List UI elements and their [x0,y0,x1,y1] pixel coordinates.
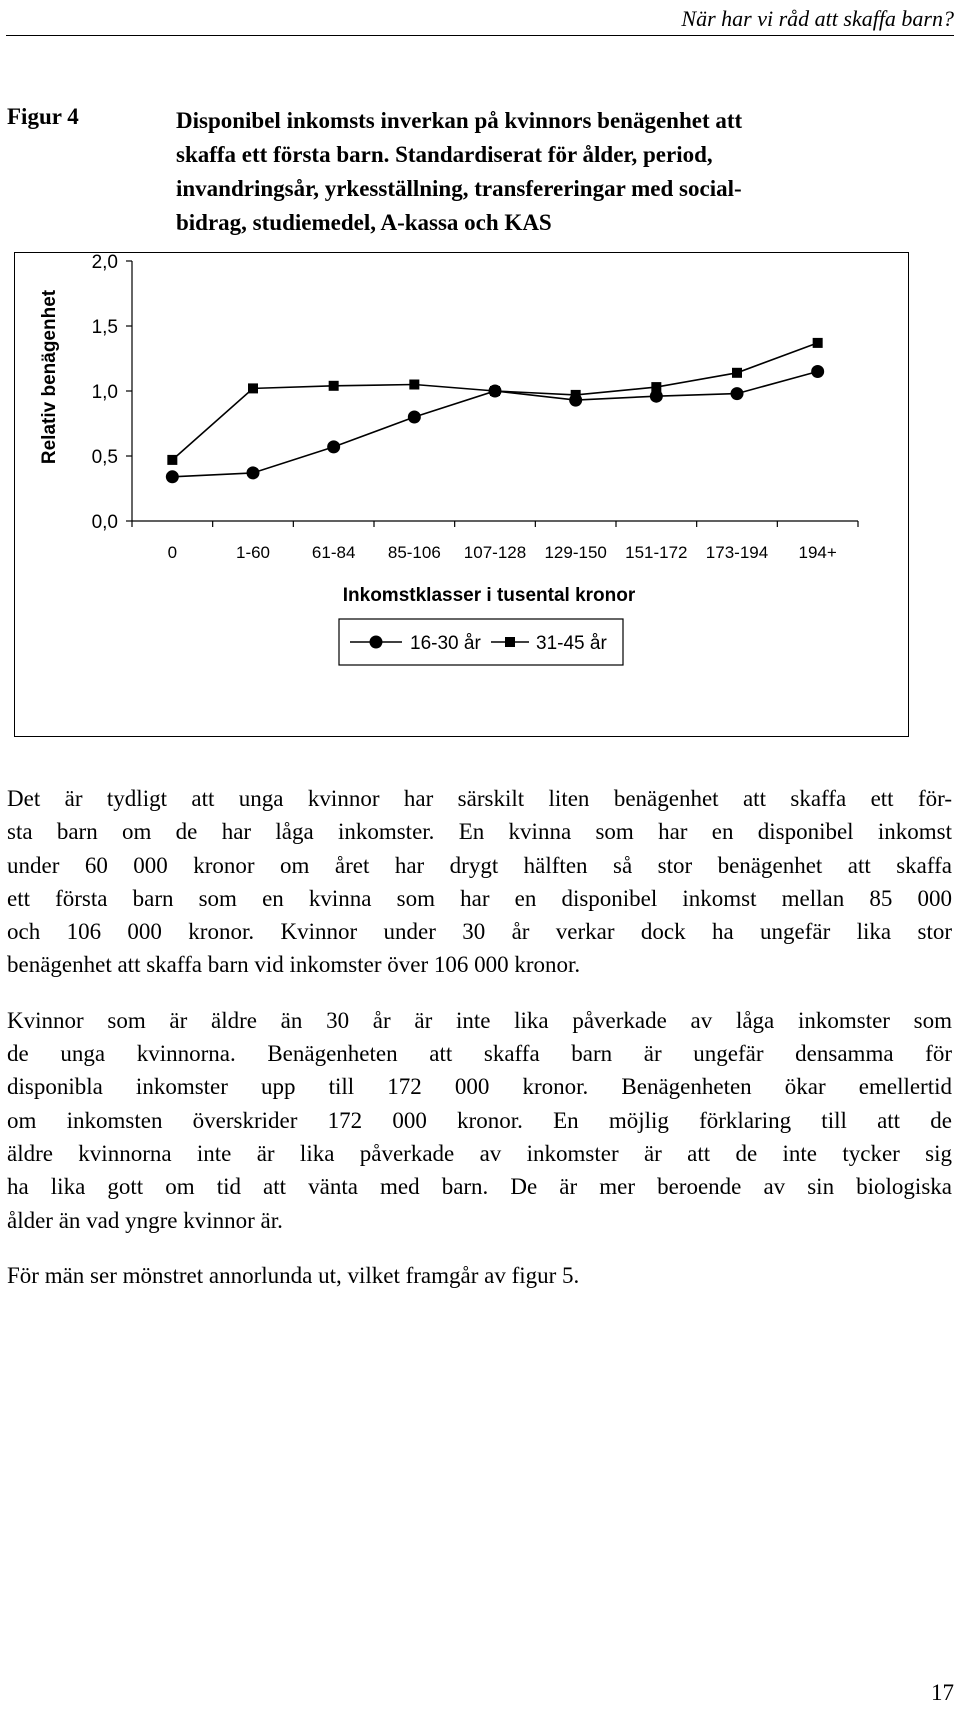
data-point-square [571,390,581,400]
text-line: ålder än vad yngre kvinnor är. [7,1207,283,1233]
data-point-circle [327,440,340,453]
x-tick-label: 129-150 [544,543,607,562]
data-point-square [813,338,823,348]
y-axis-title: Relativ benägenhet [39,289,60,465]
y-tick-label: 2,0 [91,253,118,273]
paragraph [7,1259,952,1292]
data-point-circle [408,411,421,424]
caption-line: Disponibel inkomsts inverkan på kvinnors benägenhet att [176,108,743,133]
text-line: Kvinnor som är äldre än 30 år är inte lika påverkade av låga inkomster som [7,1007,952,1033]
text-line: och 106 000 kronor. Kvinnor under 30 år verkar dock ha ungefär lika stor [7,919,952,945]
data-point-circle [166,470,179,483]
x-tick-label: 1-60 [235,543,271,562]
text-line: För män ser mönstret annorlunda ut, vilket framgår av figur 5. [7,1262,580,1288]
x-tick-label: 151-172 [625,543,688,562]
data-point-square [248,383,258,393]
text-line: ett första barn som en kvinna som har en disponibel inkomst mellan 85 000 [7,885,952,911]
x-axis-title: Inkomstklasser i tusental kronor [342,585,636,606]
text-line: Det är tydligt att unga kvinnor har särskilt liten benägenhet att skaffa ett för- [7,786,952,811]
paragraph [7,782,952,982]
y-tick-label: 1,0 [91,382,118,403]
figure-label: Figur 4 [7,104,79,129]
caption-line: bidrag, studiemedel, A-kassa och KAS [176,210,552,235]
data-point-circle [247,466,260,479]
paragraph [7,1004,952,1237]
data-point-square [651,382,661,392]
y-tick-label: 1,5 [91,317,118,338]
caption-line: invandringsår, yrkesställning, transfereringar med social- [176,176,742,201]
header-rule [6,35,954,36]
line-chart [15,253,908,736]
text-line: äldre kvinnorna inte är lika påverkade av inkomster är att de inte tycker sig [7,1140,952,1166]
page-number: 17 [931,1680,954,1705]
x-tick-label: 0 [167,543,178,562]
x-tick-label: 107-128 [463,543,527,562]
x-tick-label: 85-106 [387,543,441,562]
text-line: disponibla inkomster upp till 172 000 kronor. Benägenheten ökar emellertid [7,1074,952,1100]
data-point-square [167,455,177,465]
data-point-circle [731,387,744,400]
x-tick-label: 61-84 [311,543,356,562]
y-tick-label: 0,0 [91,512,118,533]
text-line: benägenhet att skaffa barn vid inkomster över 106 000 kronor. [7,952,581,978]
text-line: sta barn om de har låga inkomster. En kvinna som har en disponibel inkomst [7,819,952,845]
legend-label: 16-30 år [410,633,481,654]
body-text [7,782,952,1314]
legend-label: 31-45 år [536,633,607,654]
data-point-square [329,381,339,391]
text-line: ha lika gott om tid att vänta med barn. De är mer beroende av sin biologiska [7,1174,952,1200]
data-point-square [409,380,419,390]
series-line-2 [172,343,817,460]
text-line: de unga kvinnorna. Benägenheten att skaffa barn är ungefär densamma för [7,1041,952,1067]
data-point-circle [811,365,824,378]
legend-marker-square [505,637,515,647]
text-line: om inkomsten överskrider 172 000 kronor. En möjlig förklaring till att de [7,1107,952,1133]
data-point-square [490,386,500,396]
text-line: under 60 000 kronor om året har drygt hälften så stor benägenhet att skaffa [7,852,952,878]
running-header: När har vi råd att skaffa barn? [681,6,954,31]
chart-frame [14,252,909,737]
x-tick-label: 173-194 [705,543,769,562]
y-tick-label: 0,5 [91,447,118,468]
figure-caption [176,104,916,240]
legend-marker-circle [370,636,383,649]
data-point-square [732,368,742,378]
caption-line: skaffa ett första barn. Standardiserat för ålder, period, [176,142,713,167]
x-tick-label: 194+ [798,543,837,562]
